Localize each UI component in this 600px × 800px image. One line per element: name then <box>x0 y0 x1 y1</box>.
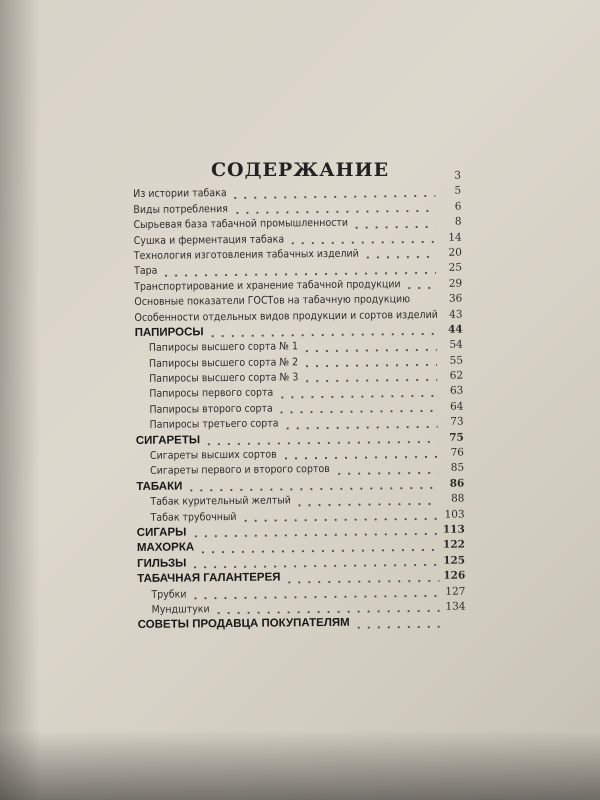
page-title: СОДЕРЖАНИЕ <box>210 158 390 181</box>
leader-dots <box>277 395 437 399</box>
toc-entry-label: Табак трубочный <box>150 510 237 524</box>
toc-entry-page-number: 8 <box>454 215 462 228</box>
leader-dots <box>241 518 439 522</box>
toc-entry-page-number: 29 <box>448 277 463 290</box>
leader-dots <box>190 595 439 600</box>
toc-entry-label: Виды потребления <box>133 202 229 216</box>
page-shadow-bottom <box>0 730 600 800</box>
toc-entry-label: МАХОРКА <box>136 541 195 555</box>
toc-entry-label: Трубки <box>151 588 187 601</box>
leader-dots <box>284 579 439 583</box>
toc-entry-label: Особенности отдельных видов продукции и сортов изделий <box>134 308 438 324</box>
toc-entry-label: Из истории табака <box>133 187 227 201</box>
toc-entry-label: СИГАРЫ <box>136 526 187 539</box>
toc-entry-label: Сигареты первого и второго сортов <box>150 463 330 478</box>
leader-dots <box>334 472 438 475</box>
leader-dots <box>363 256 436 259</box>
leader-dots <box>214 610 440 614</box>
toc-entry-page-number: 44 <box>447 323 463 336</box>
leader-dots <box>288 241 436 245</box>
leader-dots <box>302 379 437 382</box>
toc-entry-page-number: 113 <box>442 523 465 536</box>
toc-entry-page-number: 126 <box>443 569 466 582</box>
toc-entry-page-number: 88 <box>451 492 465 505</box>
leader-dots <box>283 425 438 429</box>
toc-entry-page-number: 62 <box>449 369 464 382</box>
toc-entry-page-number: 43 <box>449 308 463 321</box>
toc-entry-label: Сырьевая база табачной промышленности <box>133 216 349 232</box>
toc-entry-label: ГИЛЬЗЫ <box>137 557 187 570</box>
leader-dots <box>198 549 439 554</box>
toc-entry-label: ТАБАЧНАЯ ГАЛАНТЕРЕЯ <box>137 571 281 586</box>
leader-dots <box>208 333 437 337</box>
leader-dots <box>302 364 437 367</box>
toc-entry-label: Транспортирование и хранение табачной продукции <box>134 277 401 293</box>
toc-entry-label: Мундштуки <box>151 603 210 616</box>
toc-entry-label: Табак курительный желтый <box>150 494 291 509</box>
toc-entry-page-number: 14 <box>448 231 462 244</box>
leader-dots <box>204 441 438 445</box>
toc-entry-page-number: 103 <box>444 508 465 521</box>
toc-entry-label: Технология изготовления табачных изделий <box>133 247 359 262</box>
toc-entry-label: Папиросы первого сорта <box>149 387 274 401</box>
toc-entry-label: Папиросы высшего сорта № 2 <box>148 355 299 370</box>
toc-entry-page-number: 86 <box>449 477 465 490</box>
toc-entry-page-number: 73 <box>450 415 464 428</box>
leader-dots <box>302 349 437 352</box>
toc-entry-label: Сигареты высших сортов <box>149 448 277 462</box>
leader-dots <box>404 287 436 289</box>
toc-entry-page-number: 54 <box>449 338 463 351</box>
leader-dots <box>354 626 440 629</box>
toc-entry-page-number: 20 <box>448 246 462 259</box>
toc-entry-label: Основные показатели ГОСТов на табачную продукцию <box>134 293 411 309</box>
toc-entry-page-number: 3 <box>454 169 462 182</box>
toc-entry-page-number: 25 <box>448 261 463 275</box>
leader-dots <box>352 225 436 228</box>
toc-entry-page-number: 55 <box>449 354 464 367</box>
toc-entry-page-number: 134 <box>445 600 466 613</box>
toc-entry-page-number: 125 <box>443 554 466 567</box>
toc-entry-page-number: 85 <box>450 461 465 475</box>
leader-dots <box>277 410 438 414</box>
leader-dots <box>281 456 438 460</box>
toc-entry-label: Папиросы высшего сорта № 1 <box>148 340 299 355</box>
toc-entry-page-number: 63 <box>449 385 464 398</box>
toc-entry-label: Папиросы второго сорта <box>149 402 273 416</box>
toc-entry-page-number: 5 <box>454 184 462 198</box>
leader-dots <box>186 487 438 492</box>
toc-entry-label: ПАПИРОСЫ <box>134 326 204 339</box>
leader-dots <box>232 210 435 214</box>
leader-dots <box>191 533 439 538</box>
toc-entry-label: Сушка и ферментация табака <box>133 232 285 247</box>
toc-entry-label: СОВЕТЫ ПРОДАВЦА ПОКУПАТЕЛЯМ <box>137 617 350 632</box>
toc-entry-page-number: 122 <box>442 538 465 552</box>
toc-entry-page-number: 64 <box>450 400 464 413</box>
toc-entry-page-number: 6 <box>454 200 462 213</box>
toc-entry-page-number: 36 <box>448 292 463 305</box>
toc-entry <box>138 615 466 634</box>
toc-entry-label: СИГАРЕТЫ <box>135 433 201 447</box>
leader-dots <box>294 502 438 506</box>
page-shadow-left <box>0 0 40 800</box>
toc-entry-label: ТАБАКИ <box>136 480 183 493</box>
toc-entry-page-number: 75 <box>449 431 464 444</box>
leader-dots <box>230 195 435 199</box>
toc-entry-page-number: 76 <box>450 446 465 459</box>
toc-entry-label: Папиросы высшего сорта № 3 <box>149 371 299 385</box>
toc-entry-label: Папиросы третьего сорта <box>149 417 279 432</box>
table-of-contents <box>133 169 466 634</box>
toc-entry-label: Тара <box>133 265 158 278</box>
leader-dots <box>190 564 439 569</box>
leader-dots <box>161 272 436 277</box>
toc-entry-page-number: 127 <box>445 585 466 598</box>
